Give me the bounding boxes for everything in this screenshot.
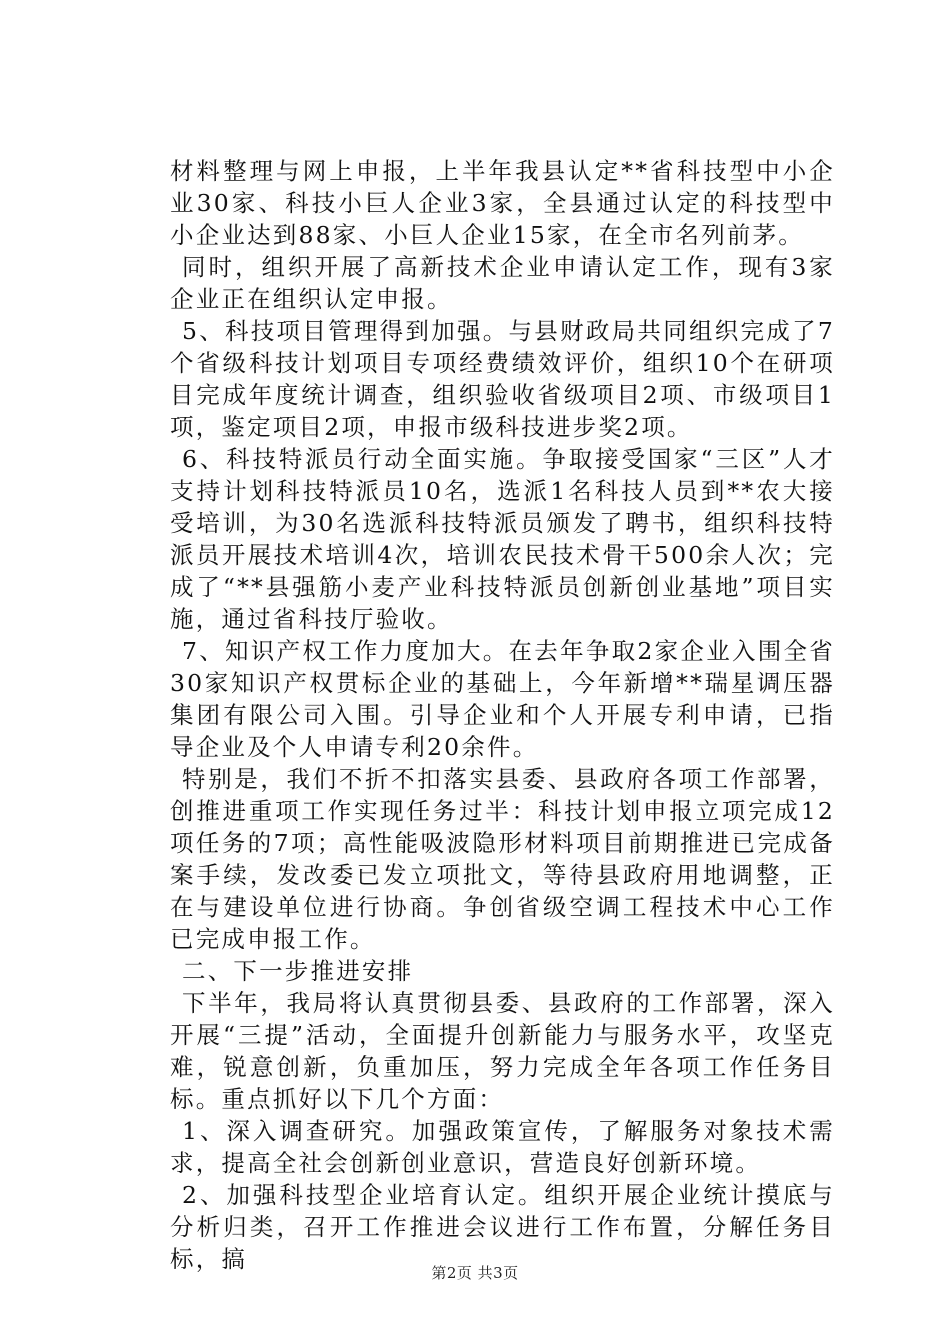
paragraph-item-7: 7、知识产权工作力度加大。在去年争取2家企业入围全省30家知识产权贯标企业的基础上，今年新增**瑞星调压器集团有限公司入围。引导企业和个人开展专利申请，已指导企业及个人申请专利20余件。 [170,637,835,761]
paragraph-plan-1: 1、深入调查研究。加强政策宣传，了解服务对象技术需求，提高全社会创新创业意识，营造良好创新环境。 [170,1117,835,1177]
page-number-footer: 第2页 共3页 [431,1264,519,1282]
paragraph-plan-2: 2、加强科技型企业培育认定。组织开展企业统计摸底与分析归类，召开工作推进会议进行工作布置，分解任务目标，搞 [170,1181,835,1273]
document-body [170,155,835,1275]
paragraph-high-tech: 同时，组织开展了高新技术企业申请认定工作，现有3家企业正在组织认定申报。 [170,253,835,313]
section-heading-next-steps: 二、下一步推进安排 [182,957,414,985]
paragraph-item-5: 5、科技项目管理得到加强。与县财政局共同组织完成了7个省级科技计划项目专项经费绩效评价，组织10个在研项目完成年度统计调查，组织验收省级项目2项、市级项目1项，鉴定项目2项，申报市级科技进步奖2项。 [170,317,835,441]
paragraph-item-6: 6、科技特派员行动全面实施。争取接受国家“三区”人才支持计划科技特派员10名，选派1名科技人员到**农大接受培训，为30名选派科技特派员颁发了聘书，组织科技特派员开展技术培训4次，培训农民技术骨干500余人次；完成了“**县强筋小麦产业科技特派员创新创业基地”项目实施，通过省科技厅验收。 [170,445,835,633]
paragraph-continuation: 材料整理与网上申报，上半年我县认定**省科技型中小企业30家、科技小巨人企业3家，全县通过认定的科技型中小企业达到88家、小巨人企业15家，在全市名列前茅。 [170,157,835,249]
paragraph-second-half: 下半年，我局将认真贯彻县委、县政府的工作部署，深入开展“三提”活动，全面提升创新能力与服务水平，攻坚克难，锐意创新，负重加压，努力完成全年各项工作任务目标。重点抓好以下几个方面： [170,989,835,1113]
paragraph-especially: 特别是，我们不折不扣落实县委、县政府各项工作部署，创推进重项工作实现任务过半：科技计划申报立项完成12项任务的7项；高性能吸波隐形材料项目前期推进已完成备案手续，发改委已发立项批文，等待县政府用地调整，正在与建设单位进行协商。争创省级空调工程技术中心工作已完成申报工作。 [170,765,835,953]
